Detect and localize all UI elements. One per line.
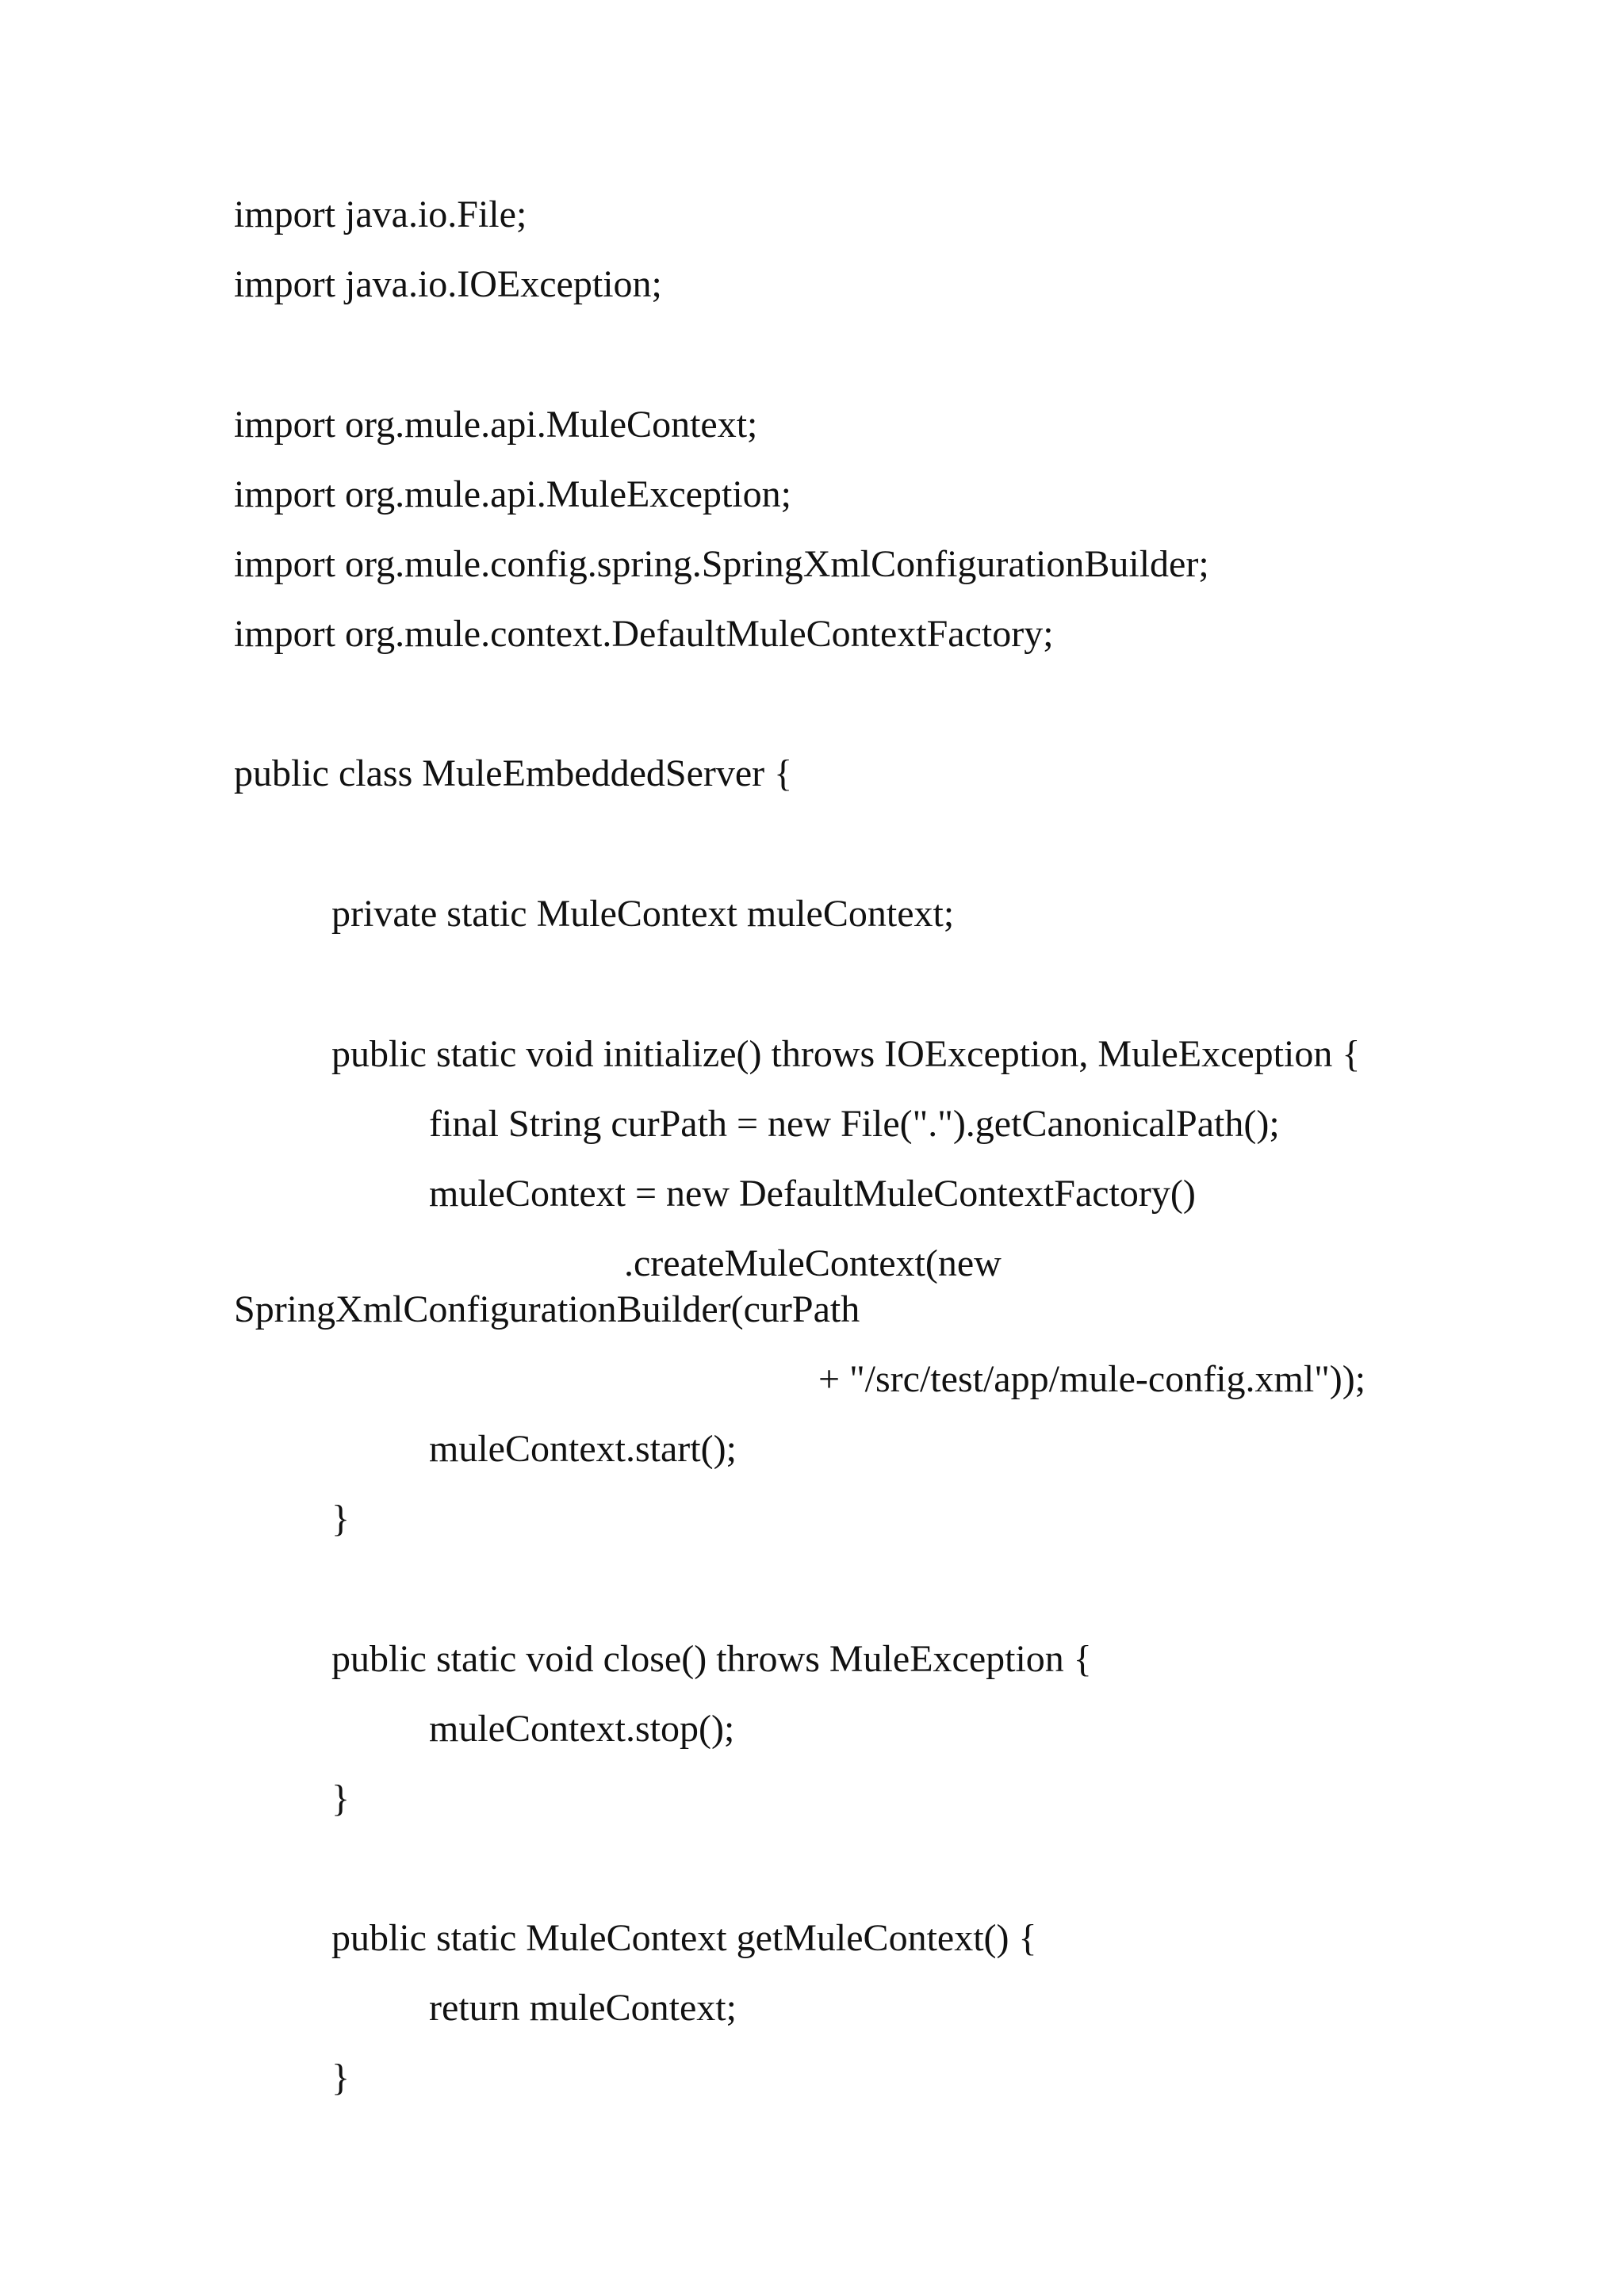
code-line-import-mulecontext: import org.mule.api.MuleContext; [234,404,758,446]
code-line-stop: muleContext.stop(); [429,1708,735,1750]
code-line-curpath: final String curPath = new File(".").getCanonicalPath(); [429,1103,1280,1145]
code-line-close-brace-initialize: } [331,1498,350,1540]
code-line-class-declaration: public class MuleEmbeddedServer { [234,752,793,794]
code-line-getter-signature: public static MuleContext getMuleContext() { [331,1917,1037,1959]
code-line-import-defaultfactory: import org.mule.context.DefaultMuleContextFactory; [234,613,1054,655]
code-line-close-brace-close: } [331,1777,350,1820]
code-line-import-muleexception: import org.mule.api.MuleException; [234,473,791,515]
code-line-import-springxml: import org.mule.config.spring.SpringXmlConfigurationBuilder; [234,543,1209,585]
code-line-start: muleContext.start(); [429,1428,737,1470]
code-line-return: return muleContext; [429,1987,737,2029]
code-line-close-signature: public static void close() throws MuleException { [331,1638,1092,1680]
code-line-mulecontext-assign: muleContext = new DefaultMuleContextFactory() [429,1173,1196,1215]
code-line-import-ioexception: import java.io.IOException; [234,263,662,305]
code-line-builder: SpringXmlConfigurationBuilder(curPath [234,1288,860,1330]
code-line-config-path: + "/src/test/app/mule-config.xml")); [818,1358,1366,1400]
code-line-close-brace-getter: } [331,2057,350,2099]
code-line-import-file: import java.io.File; [234,193,527,235]
code-line-create-mule-context: .createMuleContext(new [624,1242,1002,1284]
code-line-field-declaration: private static MuleContext muleContext; [331,893,955,935]
code-line-initialize-signature: public static void initialize() throws IOException, MuleException { [331,1033,1361,1075]
